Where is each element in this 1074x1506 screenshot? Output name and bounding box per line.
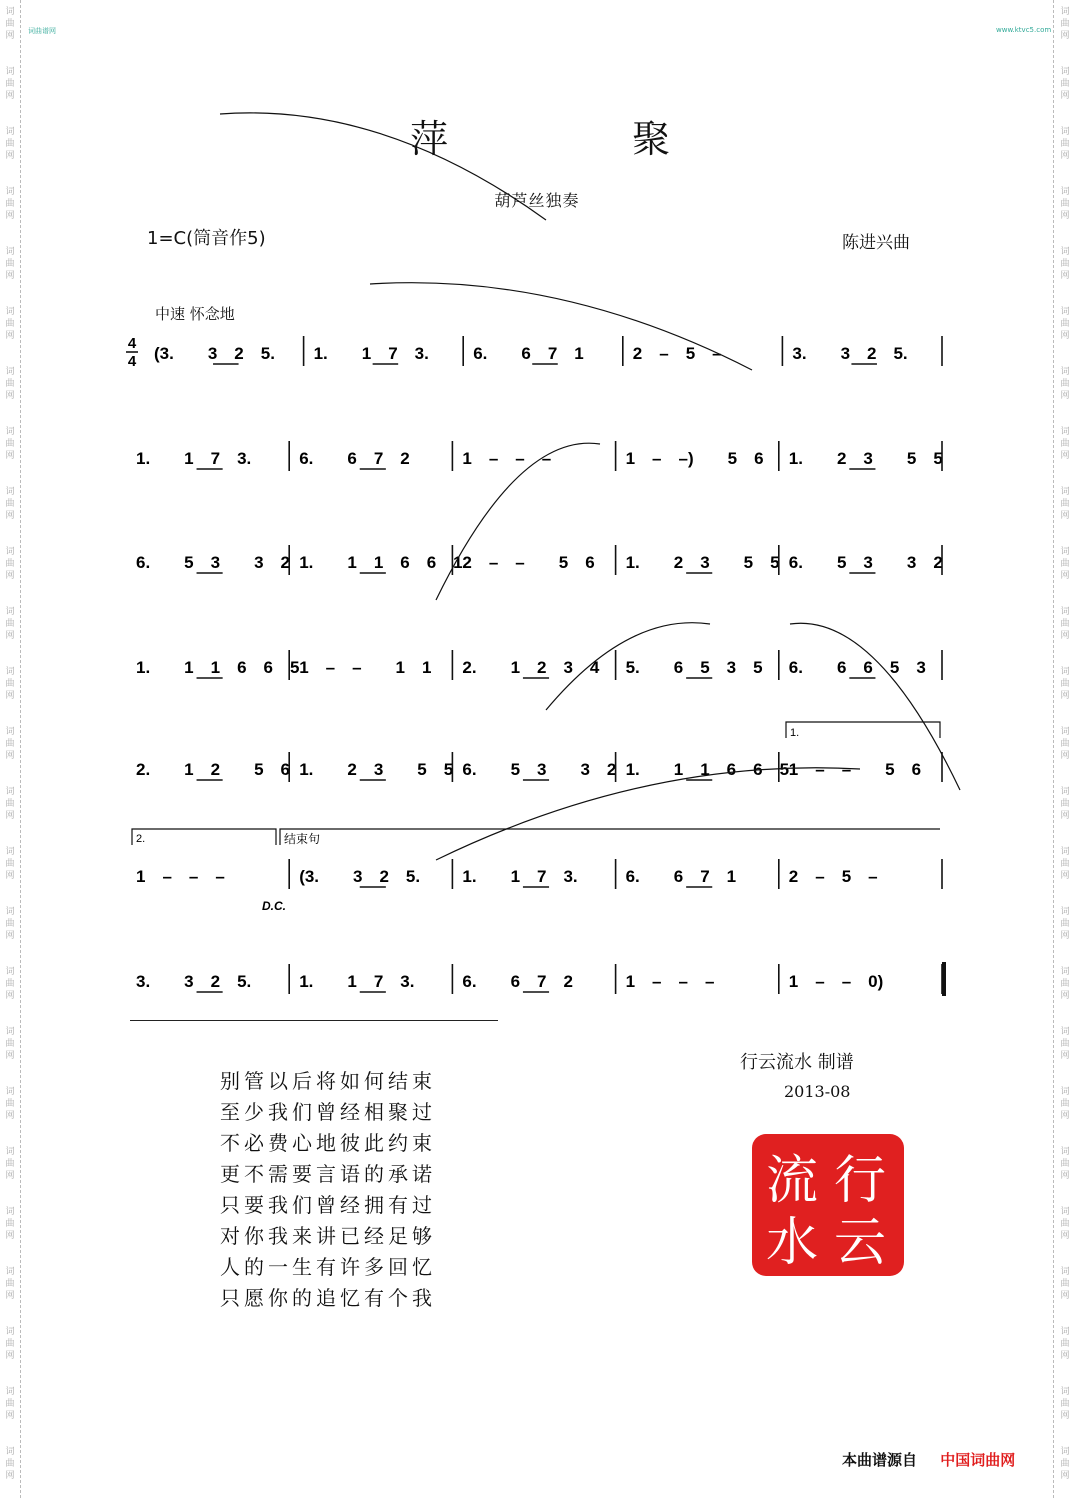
side-watermark-group: 词 曲 网 xyxy=(1060,847,1070,881)
time-sig-bottom: 4 xyxy=(127,353,137,370)
lyric-line: 对你我来讲已经足够 xyxy=(220,1224,436,1248)
side-watermark-group: 词 曲 网 xyxy=(1060,187,1070,221)
side-watermark-group: 词 曲 网 xyxy=(1060,1327,1070,1361)
lyric-line: 只要我们曾经拥有过 xyxy=(220,1193,436,1217)
measure-notes: 1. 2 3 5 5 xyxy=(625,553,780,572)
measure-notes: 6. 5 3 3 2 xyxy=(136,553,290,572)
footer-site-link[interactable]: 中国词曲网 xyxy=(940,1451,1016,1469)
divider-line xyxy=(130,1020,498,1021)
measure-notes: 6. 5 3 3 2 xyxy=(788,553,943,572)
ending-bracket xyxy=(280,829,940,845)
side-watermark-group: 词 曲 网 xyxy=(5,127,15,161)
side-watermark-group: 词 曲 网 xyxy=(5,727,15,761)
measure-notes: 1. 1 7 3. xyxy=(462,867,578,886)
volta-1-bracket xyxy=(786,722,940,738)
side-watermark-group: 词 曲 网 xyxy=(5,1387,15,1421)
header-left-text: 词曲谱网 xyxy=(28,27,56,35)
measure-notes: 1 – – – xyxy=(462,449,552,468)
lyrics xyxy=(220,1066,436,1314)
slur xyxy=(220,113,546,220)
slur xyxy=(436,768,860,860)
tempo-marking: 中速 怀念地 xyxy=(155,305,235,323)
side-watermark-group: 词 曲 网 xyxy=(1060,7,1070,41)
side-watermark-group: 词 曲 网 xyxy=(5,967,15,1001)
measure-notes: 1. 1 7 3. xyxy=(313,344,429,363)
side-watermark-group: 词 曲 网 xyxy=(1060,667,1070,701)
side-watermark-group: 词 曲 网 xyxy=(1060,487,1070,521)
seal-char: 流 xyxy=(765,1151,819,1211)
side-watermark-group: 词 曲 网 xyxy=(5,1147,15,1181)
side-watermark-group: 词 曲 网 xyxy=(5,847,15,881)
side-watermark-group: 词 曲 网 xyxy=(1060,727,1070,761)
side-watermark-group: 词 曲 网 xyxy=(1060,247,1070,281)
side-watermark-group: 词 曲 网 xyxy=(5,187,15,221)
lyric-line: 不必费心地彼此约束 xyxy=(220,1131,436,1155)
seal-char: 水 xyxy=(765,1213,819,1273)
side-watermark-group: 词 曲 网 xyxy=(5,547,15,581)
side-watermark-group: 词 曲 网 xyxy=(5,67,15,101)
measure-notes: 6. 6 7 1 xyxy=(473,344,584,363)
side-watermark-group: 词 曲 网 xyxy=(5,1267,15,1301)
lyric-line: 更不需要言语的承诺 xyxy=(220,1162,436,1186)
volta-2-label: 2. xyxy=(136,833,146,845)
side-watermark-group: 词 曲 网 xyxy=(5,1207,15,1241)
side-watermark-group: 词 曲 网 xyxy=(1060,1027,1070,1061)
time-sig-top: 4 xyxy=(127,335,137,352)
side-watermark-group: 词 曲 网 xyxy=(5,427,15,461)
side-watermark-group: 词 曲 网 xyxy=(1060,1267,1070,1301)
measure-notes: 2 – – 5 6 xyxy=(462,553,595,572)
side-watermark-group: 词 曲 网 xyxy=(1060,67,1070,101)
measure-notes: 3. 3 2 5. xyxy=(792,344,908,363)
side-watermark-group: 词 曲 网 xyxy=(5,7,15,41)
side-watermark-group: 词 曲 网 xyxy=(5,667,15,701)
title-char-2: 聚 xyxy=(631,117,670,161)
subtitle: 葫芦丝独奏 xyxy=(494,191,580,210)
lyric-line: 只愿你的追忆有个我 xyxy=(220,1286,436,1310)
measure-notes: 1. 1 1 6 6 5 xyxy=(625,760,790,779)
side-watermark-group: 词 曲 网 xyxy=(1060,607,1070,641)
measure-notes: 1. 1 7 3. xyxy=(299,972,415,991)
lyric-line: 别管以后将如何结束 xyxy=(220,1069,436,1093)
measure-notes: 1 – – 0) xyxy=(788,972,884,991)
measure-notes: 2. 1 2 5 6 xyxy=(136,760,290,779)
measure-notes: 1. 2 3 5 5 xyxy=(788,449,943,468)
measure-notes: 1 – – – xyxy=(625,972,715,991)
measure-notes: 1. 1 7 3. xyxy=(136,449,252,468)
side-watermark-group: 词 曲 网 xyxy=(1060,1147,1070,1181)
ending-label: 结束句 xyxy=(284,832,321,846)
seal-char: 行 xyxy=(833,1151,887,1211)
measure-notes: 1 – – 5 6 xyxy=(788,760,922,779)
measure-notes: 2 – 5 – xyxy=(788,867,878,886)
side-watermark-group: 词 曲 网 xyxy=(1060,307,1070,341)
side-watermark-group: 词 曲 网 xyxy=(1060,1207,1070,1241)
measure-notes: 1 – – 1 1 xyxy=(299,658,432,677)
side-watermark-group: 词 曲 网 xyxy=(5,367,15,401)
date: 2013-08 xyxy=(784,1082,851,1101)
measure-notes: 1 – –) 5 6 xyxy=(625,449,764,468)
footer-prefix: 本曲谱源自 xyxy=(842,1451,918,1469)
side-watermark-group: 词 曲 网 xyxy=(1060,967,1070,1001)
measure-notes: 3. 3 2 5. xyxy=(136,972,252,991)
seal-stamp xyxy=(748,1130,908,1280)
side-watermark-group: 词 曲 网 xyxy=(1060,547,1070,581)
header-right-text: www.ktvc5.com xyxy=(996,26,1052,34)
side-watermark-group: 词 曲 网 xyxy=(5,1027,15,1061)
arranger: 行云流水 制谱 xyxy=(740,1052,854,1073)
side-watermark-group: 词 曲 网 xyxy=(1060,367,1070,401)
lyric-line: 人的一生有许多回忆 xyxy=(220,1255,436,1279)
side-watermark-group: 词 曲 网 xyxy=(5,787,15,821)
measure-notes: 6. 5 3 3 2 xyxy=(462,760,617,779)
measure-notes: 1 – – – xyxy=(136,867,225,886)
measure-notes: 1. 2 3 5 5 xyxy=(299,760,454,779)
side-watermark-group: 词 曲 网 xyxy=(1060,127,1070,161)
measure-notes: 6. 6 7 2 xyxy=(299,449,410,468)
side-watermark-group: 词 曲 网 xyxy=(5,1087,15,1121)
measure-notes: 1. 1 1 6 6 1 xyxy=(299,553,463,572)
side-watermark-group: 词 曲 网 xyxy=(1060,1447,1070,1481)
side-watermark-group: 词 曲 网 xyxy=(1060,1087,1070,1121)
side-watermark-group: 词 曲 网 xyxy=(5,607,15,641)
side-watermark-group: 词 曲 网 xyxy=(5,1447,15,1481)
measure-notes: 6. 6 6 5 3 xyxy=(788,658,926,677)
dc-marking: D.C. xyxy=(262,899,286,913)
measure-notes: 1. 1 1 6 6 5 xyxy=(136,658,300,677)
measure-notes: 2. 1 2 3 4 xyxy=(462,658,600,677)
side-watermark-group: 词 曲 网 xyxy=(1060,907,1070,941)
seal-char: 云 xyxy=(833,1213,887,1273)
footer xyxy=(842,1449,1015,1470)
side-watermark-group: 词 曲 网 xyxy=(1060,1387,1070,1421)
side-watermark-group: 词 曲 网 xyxy=(5,1327,15,1361)
measure-notes: 6. 6 7 2 xyxy=(462,972,573,991)
side-watermark-group: 词 曲 网 xyxy=(5,307,15,341)
lyric-line: 至少我们曾经相聚过 xyxy=(220,1100,436,1124)
measure-notes: (3. 3 2 5. xyxy=(299,867,421,886)
volta-2-bracket xyxy=(132,829,276,845)
side-watermark-group: 词 曲 网 xyxy=(1060,787,1070,821)
side-watermark-group: 词 曲 网 xyxy=(5,907,15,941)
side-watermark-group: 词 曲 网 xyxy=(5,247,15,281)
volta-1-label: 1. xyxy=(790,727,800,739)
key-signature: 1=C(筒音作5) xyxy=(147,228,266,249)
measure-notes: 5. 6 5 3 5 xyxy=(625,658,763,677)
measure-notes: (3. 3 2 5. xyxy=(154,344,275,363)
title-char-1: 萍 xyxy=(410,117,449,161)
measure-notes: 2 – 5 – xyxy=(632,344,722,363)
composer: 陈进兴曲 xyxy=(842,233,910,253)
side-watermark-group: 词 曲 网 xyxy=(1060,427,1070,461)
side-watermark-group: 词 曲 网 xyxy=(5,487,15,521)
measure-notes: 6. 6 7 1 xyxy=(625,867,737,886)
